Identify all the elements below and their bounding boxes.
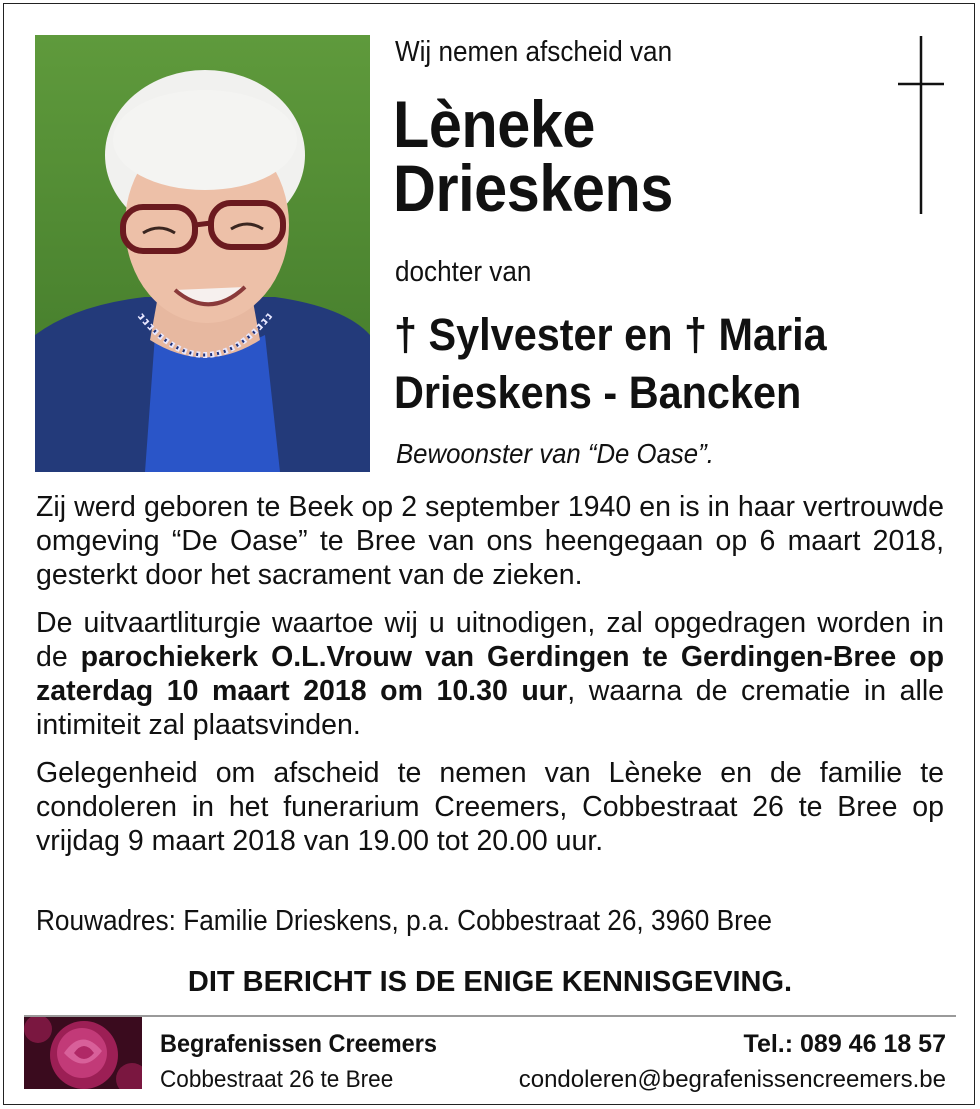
resident-note: Bewoonster van “De Oase”. <box>396 438 714 469</box>
rose-photo <box>24 1017 142 1089</box>
parents-names <box>394 306 827 422</box>
condolence-paragraph: Gelegenheid om afscheid te nemen van Lèneke en de familie te condoleren in het funerarium Creemers, Cobbestraat 26 te Bree op vrijdag 9 maart 2018 van 19.00 tot 20.00 uur. <box>36 757 944 857</box>
cross-icon <box>898 36 944 214</box>
parents-line-1: † Sylvester en † Maria <box>394 309 827 360</box>
funeral-home-phone: Tel.: 089 46 18 57 <box>743 1030 946 1058</box>
funeral-details: parochiekerk O.L.Vrouw van Gerdingen te Gerdingen-Bree op zaterdag 10 maart 2018 om 10.30 uur <box>36 641 944 707</box>
only-notice-statement: DIT BERICHT IS DE ENIGE KENNISGEVING. <box>187 966 793 998</box>
parents-line-2: Drieskens - Bancken <box>394 367 802 418</box>
footer-divider <box>24 1015 956 1017</box>
funeral-home-address: Cobbestraat 26 te Bree <box>160 1066 394 1093</box>
deceased-name <box>393 87 673 225</box>
child-of-label: dochter van <box>395 256 532 288</box>
funeral-text-start: De uitvaartliturgie waartoe wij u uitnodigen, zal opgedragen worden in de <box>36 607 944 673</box>
intro-text: Wij nemen afscheid van <box>395 36 673 68</box>
funeral-text-end: , waarna de crematie in alle intimiteit zal plaatsvinden. <box>36 675 945 741</box>
funeral-home-email[interactable]: condoleren@begrafenissencreemers.be <box>518 1066 946 1093</box>
funeral-paragraph <box>36 606 944 742</box>
last-name: Drieskens <box>393 151 673 225</box>
announcement-body <box>36 490 944 872</box>
first-name: Lèneke <box>393 87 596 161</box>
portrait-photo <box>35 35 370 472</box>
mourning-address: Rouwadres: Familie Drieskens, p.a. Cobbestraat 26, 3960 Bree <box>36 905 772 937</box>
funeral-home-name: Begrafenissen Creemers <box>160 1030 437 1058</box>
birth-death-paragraph: Zij werd geboren te Beek op 2 september 1940 en is in haar vertrouwde omgeving “De Oase” te Bree van ons heengegaan op 6 maart 2018, gesterkt door het sacrament van de zieken. <box>36 491 944 591</box>
